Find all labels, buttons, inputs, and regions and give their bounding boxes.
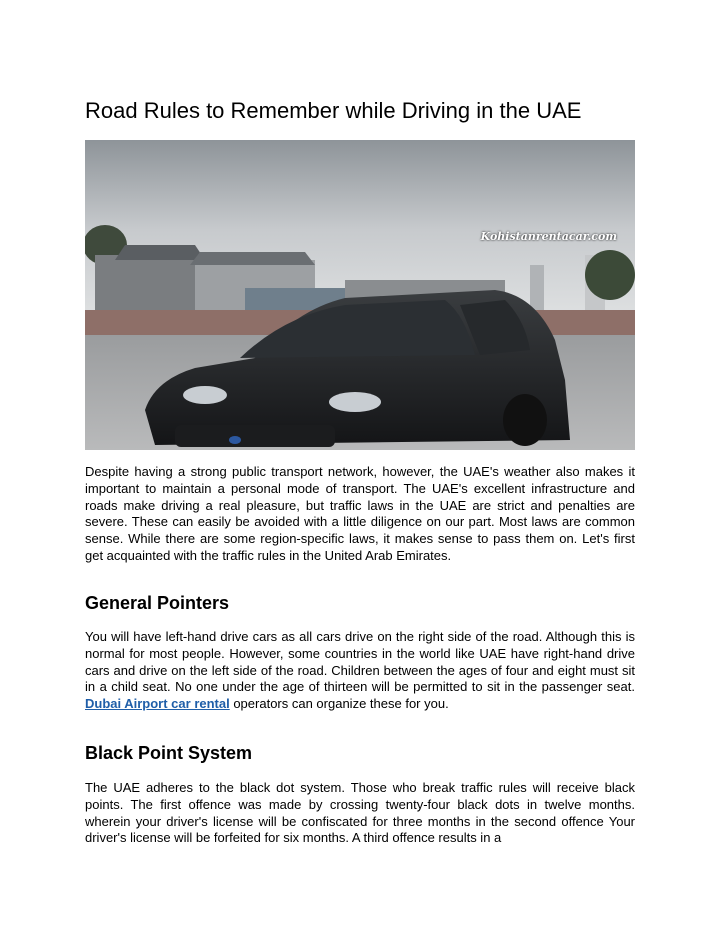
dubai-airport-car-rental-link[interactable]: Dubai Airport car rental xyxy=(85,696,230,712)
car-photo xyxy=(85,140,635,450)
section-heading-black-point-system: Black Point System xyxy=(85,743,253,763)
black-point-paragraph: The UAE adheres to the black dot system. Those who break traffic rules will receive black points. The first offence was made by crossing twenty-four black dots in twelve months. wherein your driver's license will be confiscated for three months in the second offence Your driver's license will be forfeited for six months. A third offence results in a xyxy=(85,780,635,846)
image-watermark: Kohistanrentacar.com xyxy=(480,230,617,243)
general-pointers-paragraph xyxy=(85,629,635,713)
paragraph-text: operators can organize these for you. xyxy=(229,696,449,712)
page-title: Road Rules to Remember while Driving in the UAE xyxy=(85,98,582,123)
intro-paragraph: Despite having a strong public transport network, however, the UAE's weather also makes it important to maintain a personal mode of transport. The UAE's excellent infrastructure and roads make driving a real pleasure, but traffic laws in the UAE are strict and penalties are severe. These can easily be avoided with a little diligence on our part. Most laws are common sense. While there are some region-specific laws, it makes sense to pass them on. Let's first get acquainted with the traffic rules in the United Arab Emirates. xyxy=(85,464,635,563)
section-heading-general-pointers: General Pointers xyxy=(85,593,230,613)
car-illustration xyxy=(85,140,635,450)
paragraph-text: You will have left-hand drive cars as all cars drive on the right side of the road. Although this is normal for most people. However, some countries in the world like UAE have right-hand drive cars and drive on the left side of the road. Children between the ages of four and eight must sit in a child seat. No one under the age of thirteen will be permitted to sit in the passenger seat. xyxy=(85,629,635,695)
